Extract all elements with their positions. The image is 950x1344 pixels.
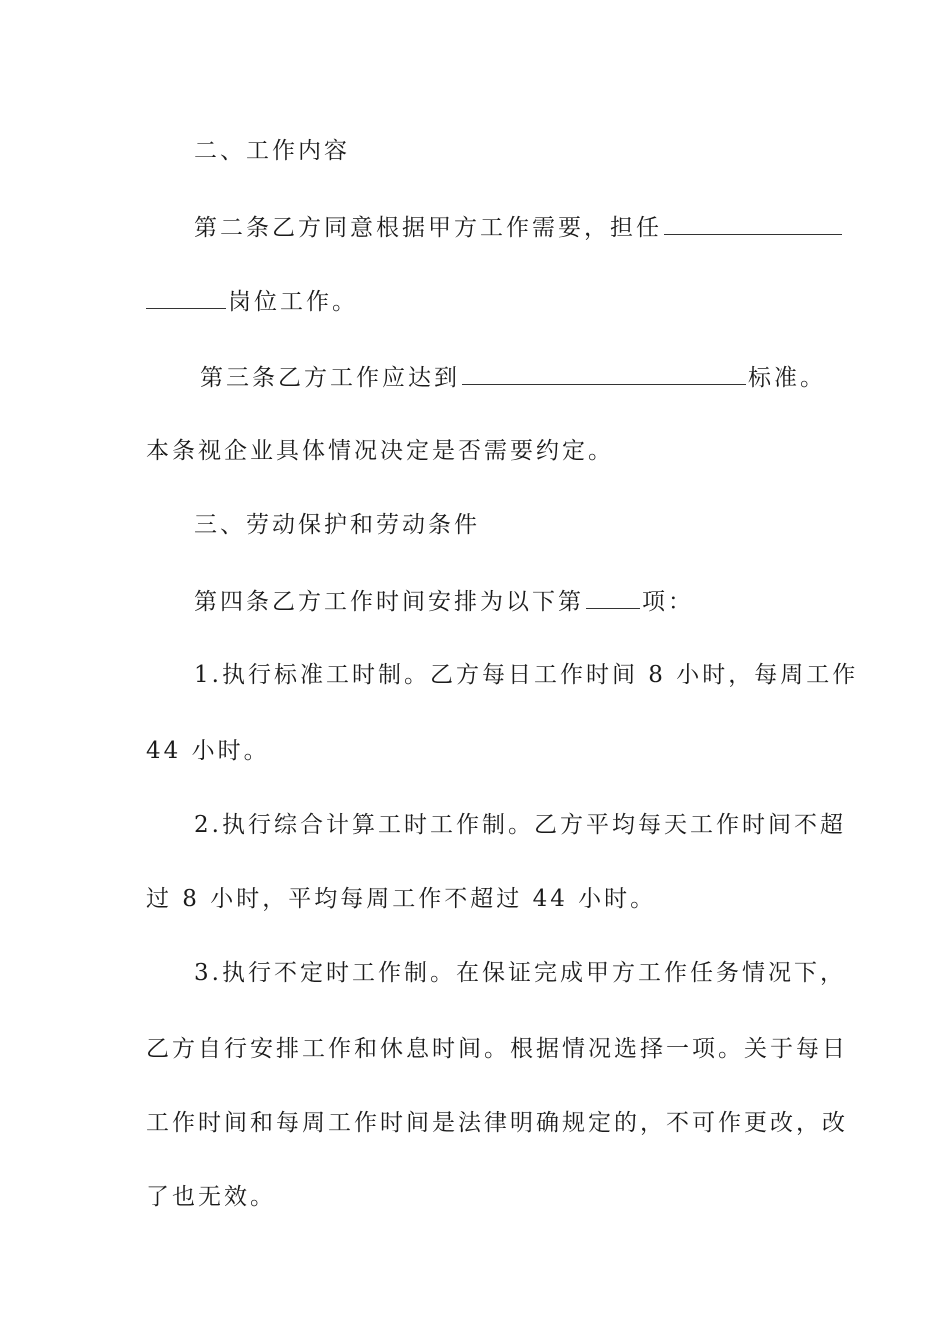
item-2-line-2: 过 8 小时，平均每周工作不超过 44 小时。 [146, 886, 657, 912]
article-4-text-end: 项： [642, 589, 694, 615]
item-3-line-2: 乙方自行安排工作和休息时间。根据情况选择一项。关于每日 [146, 1036, 848, 1062]
article-4-line [194, 586, 694, 617]
item-3-line-3: 工作时间和每周工作时间是法律明确规定的，不可作更改，改 [146, 1110, 848, 1136]
option-number-blank-field[interactable] [586, 586, 640, 609]
position-blank-field-continued[interactable] [146, 286, 226, 309]
item-3-line-4: 了也无效。 [146, 1184, 276, 1210]
standard-blank-field[interactable] [462, 362, 746, 385]
article-3-text-end: 标准。 [748, 365, 826, 391]
item-2-line-1: 2.执行综合计算工时工作制。乙方平均每天工作时间不超 [194, 812, 846, 838]
article-2-line-2 [146, 286, 358, 317]
item-3-line-1: 3.执行不定时工作制。在保证完成甲方工作任务情况下， [194, 960, 846, 986]
article-2-text: 第二条乙方同意根据甲方工作需要，担任 [194, 215, 662, 241]
article-2-line-1 [194, 212, 844, 243]
article-3-line-1 [200, 362, 826, 393]
position-blank-field[interactable] [664, 212, 842, 235]
section-heading-work-content: 二、工作内容 [194, 138, 350, 164]
article-4-text: 第四条乙方工作时间安排为以下第 [194, 589, 584, 615]
article-3-note: 本条视企业具体情况决定是否需要约定。 [146, 438, 614, 464]
section-heading-labor-protection: 三、劳动保护和劳动条件 [194, 512, 480, 538]
article-2-text-end: 岗位工作。 [228, 289, 358, 315]
article-3-text: 第三条乙方工作应达到 [200, 365, 460, 391]
item-1-line-2: 44 小时。 [146, 738, 270, 764]
item-1-line-1: 1.执行标准工时制。乙方每日工作时间 8 小时，每周工作 [194, 662, 859, 688]
